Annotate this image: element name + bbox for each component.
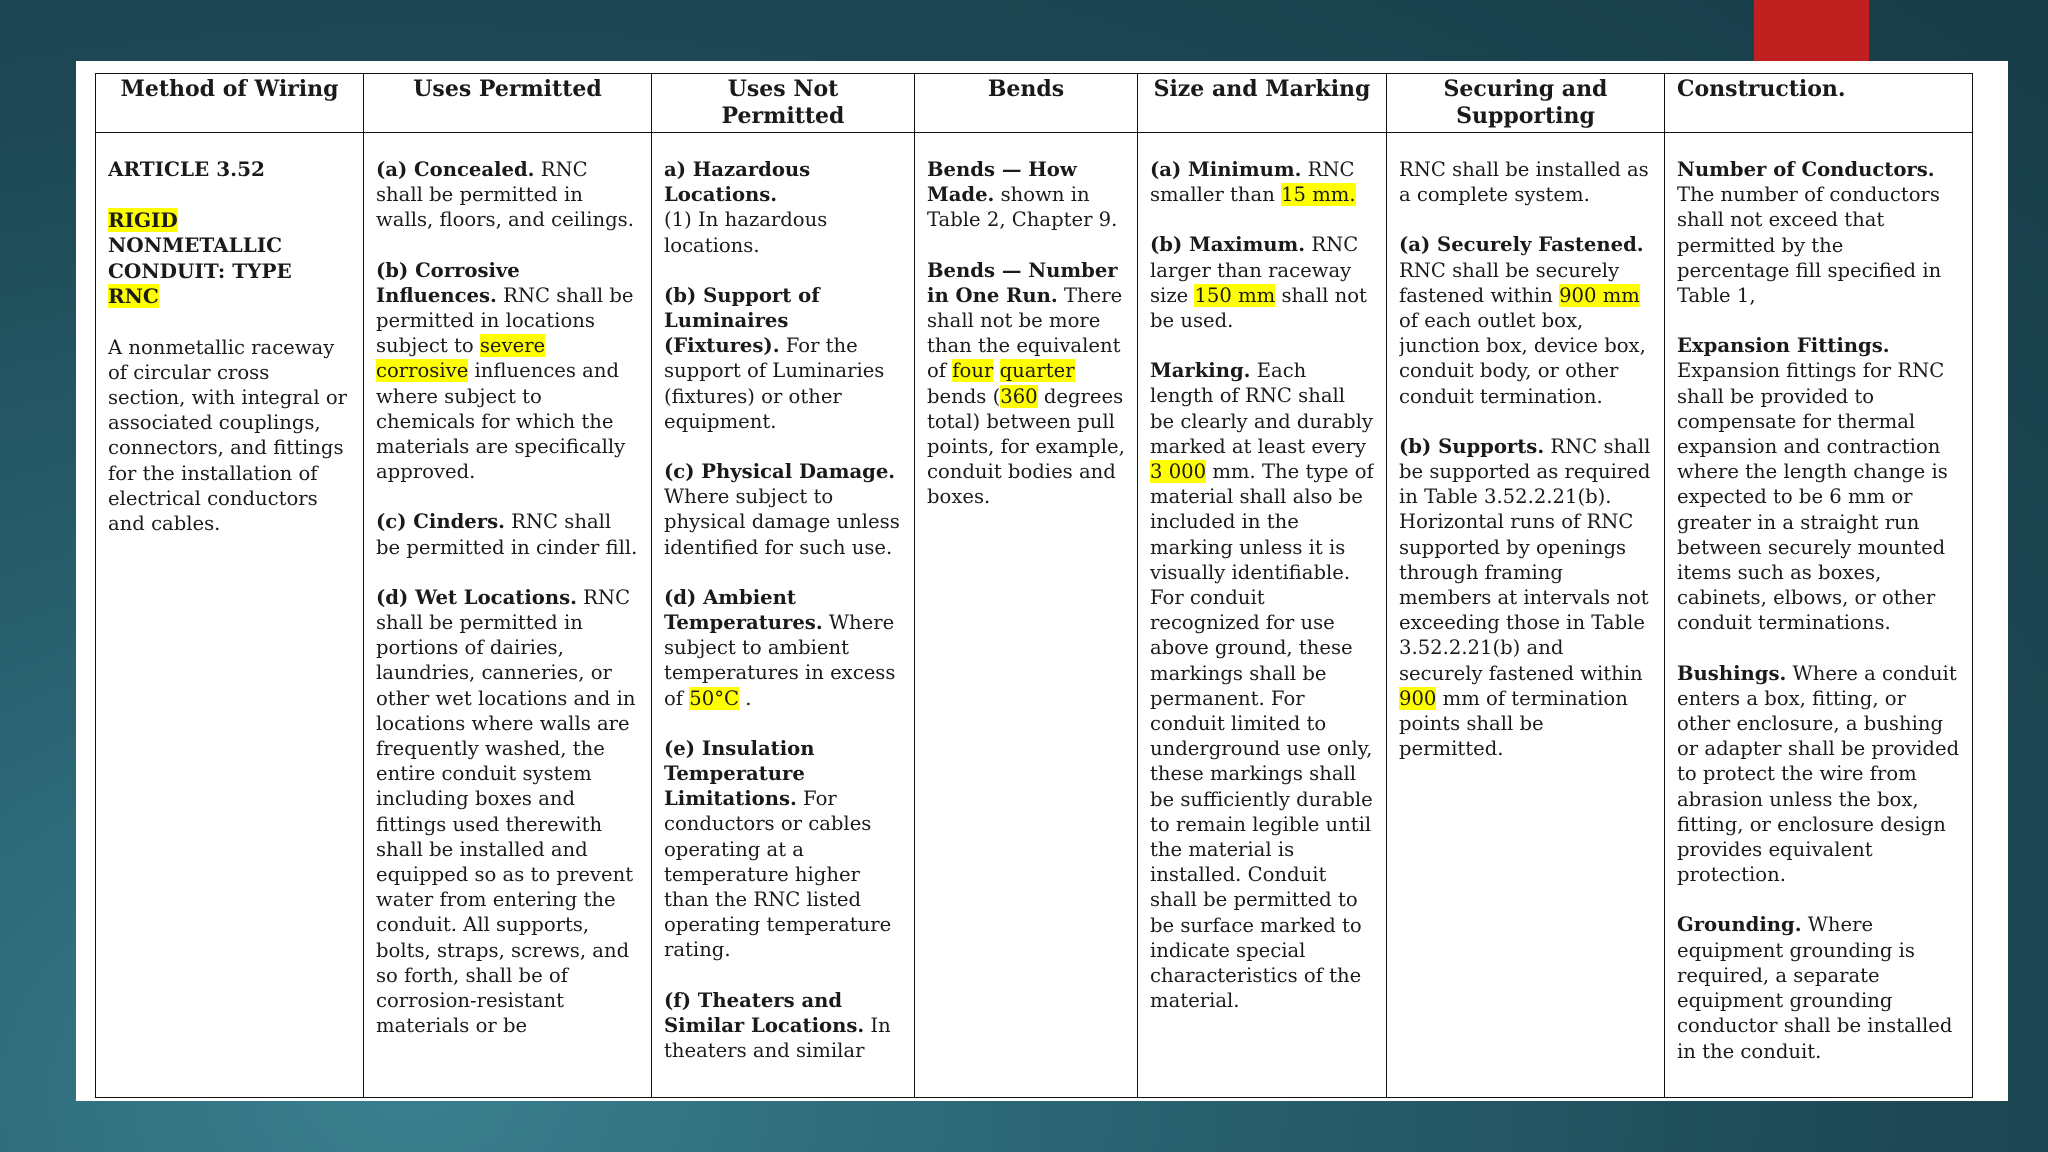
highlight-900mm: 900 mm	[1559, 283, 1640, 307]
table-header-row	[96, 74, 1973, 133]
highlight-360: 360	[1000, 384, 1038, 408]
not-permitted-insulation: (e) Insulation Temperature Limitations. For conductors or cables operating at a temperature higher than the RNC listed operating temperature rating.	[664, 736, 892, 962]
cell-uses-not-permitted	[652, 133, 915, 1098]
bends-how-made: Bends — How Made. shown in Table 2, Chapter 9.	[927, 158, 1118, 232]
highlight-corrosive: corrosive	[376, 359, 469, 383]
highlight-severe: severe	[479, 334, 546, 358]
permitted-corrosive: (b) Corrosive Influences. RNC shall be permitted in locations subject to severe corrosive influences and where subject to chemicals for which the materials are specifically approved.	[376, 258, 634, 484]
not-permitted-hazardous: a) Hazardous Locations. (1) In hazardous locations.	[664, 158, 828, 257]
article-title	[108, 157, 351, 183]
permitted-cinders: (c) Cinders. RNC shall be permitted in cinder fill.	[376, 510, 638, 559]
highlight-rnc: RNC	[108, 284, 159, 308]
accent-block	[1754, 0, 1869, 61]
highlight-rigid: RIGID	[108, 207, 178, 232]
highlight-quarter: quarter	[999, 359, 1075, 383]
header-securing-and-supporting: Securing and Supporting	[1387, 74, 1665, 133]
supports: (b) Supports. RNC shall be supported as required in Table 3.52.2.21(b). Horizontal runs of RNC supported by openings through framing members at intervals not exceeding those in Table 3.52.2.21(b) and securely fastened within 900 mm of termination points shall be permitted.	[1399, 434, 1651, 761]
conduit-type-title: RIGID NONMETALLIC CONDUIT: TYPE RNC	[108, 207, 292, 308]
highlight-3000: 3 000	[1150, 460, 1207, 484]
header-size-and-marking: Size and Marking	[1138, 74, 1387, 133]
expansion-fittings: Expansion Fittings. Expansion fittings for RNC shall be provided to compensate for thermal expansion and contraction where the length change is expected to be 6 mm or greater in a straight run between securely mounted items such as boxes, cabinets, elbows, or other conduit terminations.	[1677, 334, 1948, 635]
number-of-conductors: Number of Conductors. The number of conductors shall not exceed that permitted by the percentage fill specified in Table 1,	[1677, 158, 1942, 308]
article-number: ARTICLE 3.52	[108, 157, 265, 181]
cell-construction	[1665, 133, 1973, 1098]
highlight-50c: 50°C	[689, 686, 740, 710]
marking: Marking. Each length of RNC shall be clearly and durably marked at least every 3 000 mm. The type of material shall also be included in the marking unless it is visually identifiable. For conduit recognized for use above ground, these markings shall be permanent. For conduit limited to underground use only, these markings shall be sufficiently durable to remain legible until the material is installed. Conduit shall be permitted to be surface marked to indicate special characteristics of the material.	[1150, 359, 1374, 1013]
cell-method-of-wiring	[96, 133, 364, 1098]
highlight-150mm: 150 mm	[1194, 283, 1276, 307]
bushings: Bushings. Where a conduit enters a box, fitting, or other enclosure, a bushing or adapter shall be provided to protect the wire from abrasion unless the box, fitting, or enclosure design provides equivalent protection.	[1677, 661, 1960, 887]
header-uses-not-permitted: Uses Not Permitted	[652, 74, 915, 133]
table-body-row	[96, 133, 1973, 1098]
header-bends: Bends	[915, 74, 1138, 133]
wiring-methods-table	[95, 73, 1973, 1098]
highlight-900: 900	[1399, 686, 1437, 710]
not-permitted-ambient-temp: (d) Ambient Temperatures. Where subject to ambient temperatures in excess of 50°C .	[664, 585, 896, 710]
header-method-of-wiring: Method of Wiring	[96, 74, 364, 133]
not-permitted-theaters: (f) Theaters and Similar Locations. In theaters and similar	[664, 988, 891, 1063]
slide-panel	[76, 61, 2008, 1101]
not-permitted-physical-damage: (c) Physical Damage. Where subject to physical damage unless identified for such use.	[664, 460, 900, 559]
highlight-15mm: 15 mm.	[1281, 183, 1356, 207]
permitted-wet-locations: (d) Wet Locations. RNC shall be permitted in portions of dairies, laundries, canneries, or other wet locations and in locations where walls are frequently washed, the entire conduit system including boxes and fittings used therewith shall be installed and equipped so as to prevent water from entering the conduit. All supports, bolts, straps, screws, and so forth, shall be of corrosion-resistant materials or be	[376, 585, 636, 1038]
header-construction: Construction.	[1665, 74, 1973, 133]
cell-bends	[915, 133, 1138, 1098]
highlight-four: four	[952, 359, 994, 383]
wiring-description: A nonmetallic raceway of circular cross section, with integral or associated couplings, connectors, and fittings for the installation of electrical conductors and cables.	[108, 335, 347, 535]
not-permitted-luminaires: (b) Support of Luminaires (Fixtures). For the support of Luminaries (fixtures) or other equipment.	[664, 283, 885, 433]
securing-intro: RNC shall be installed as a complete system.	[1399, 158, 1649, 207]
securely-fastened: (a) Securely Fastened. RNC shall be securely fastened within 900 mm of each outlet box, junction box, device box, conduit body, or other conduit termination.	[1399, 233, 1646, 408]
permitted-concealed: (a) Concealed. RNC shall be permitted in walls, floors, and ceilings.	[376, 158, 634, 232]
cell-size-and-marking	[1138, 133, 1387, 1098]
header-uses-permitted: Uses Permitted	[364, 74, 652, 133]
size-minimum: (a) Minimum. RNC smaller than 15 mm.	[1150, 158, 1356, 207]
cell-securing-and-supporting	[1387, 133, 1665, 1098]
bends-number: Bends — Number in One Run. There shall not be more than the equivalent of four quarter bends (360 degrees total) between pull points, for example, conduit bodies and boxes.	[927, 258, 1125, 509]
cell-uses-permitted	[364, 133, 652, 1098]
size-maximum: (b) Maximum. RNC larger than raceway size 150 mm shall not be used.	[1150, 233, 1367, 333]
grounding: Grounding. Where equipment grounding is required, a separate equipment grounding conductor shall be installed in the conduit.	[1677, 913, 1953, 1063]
